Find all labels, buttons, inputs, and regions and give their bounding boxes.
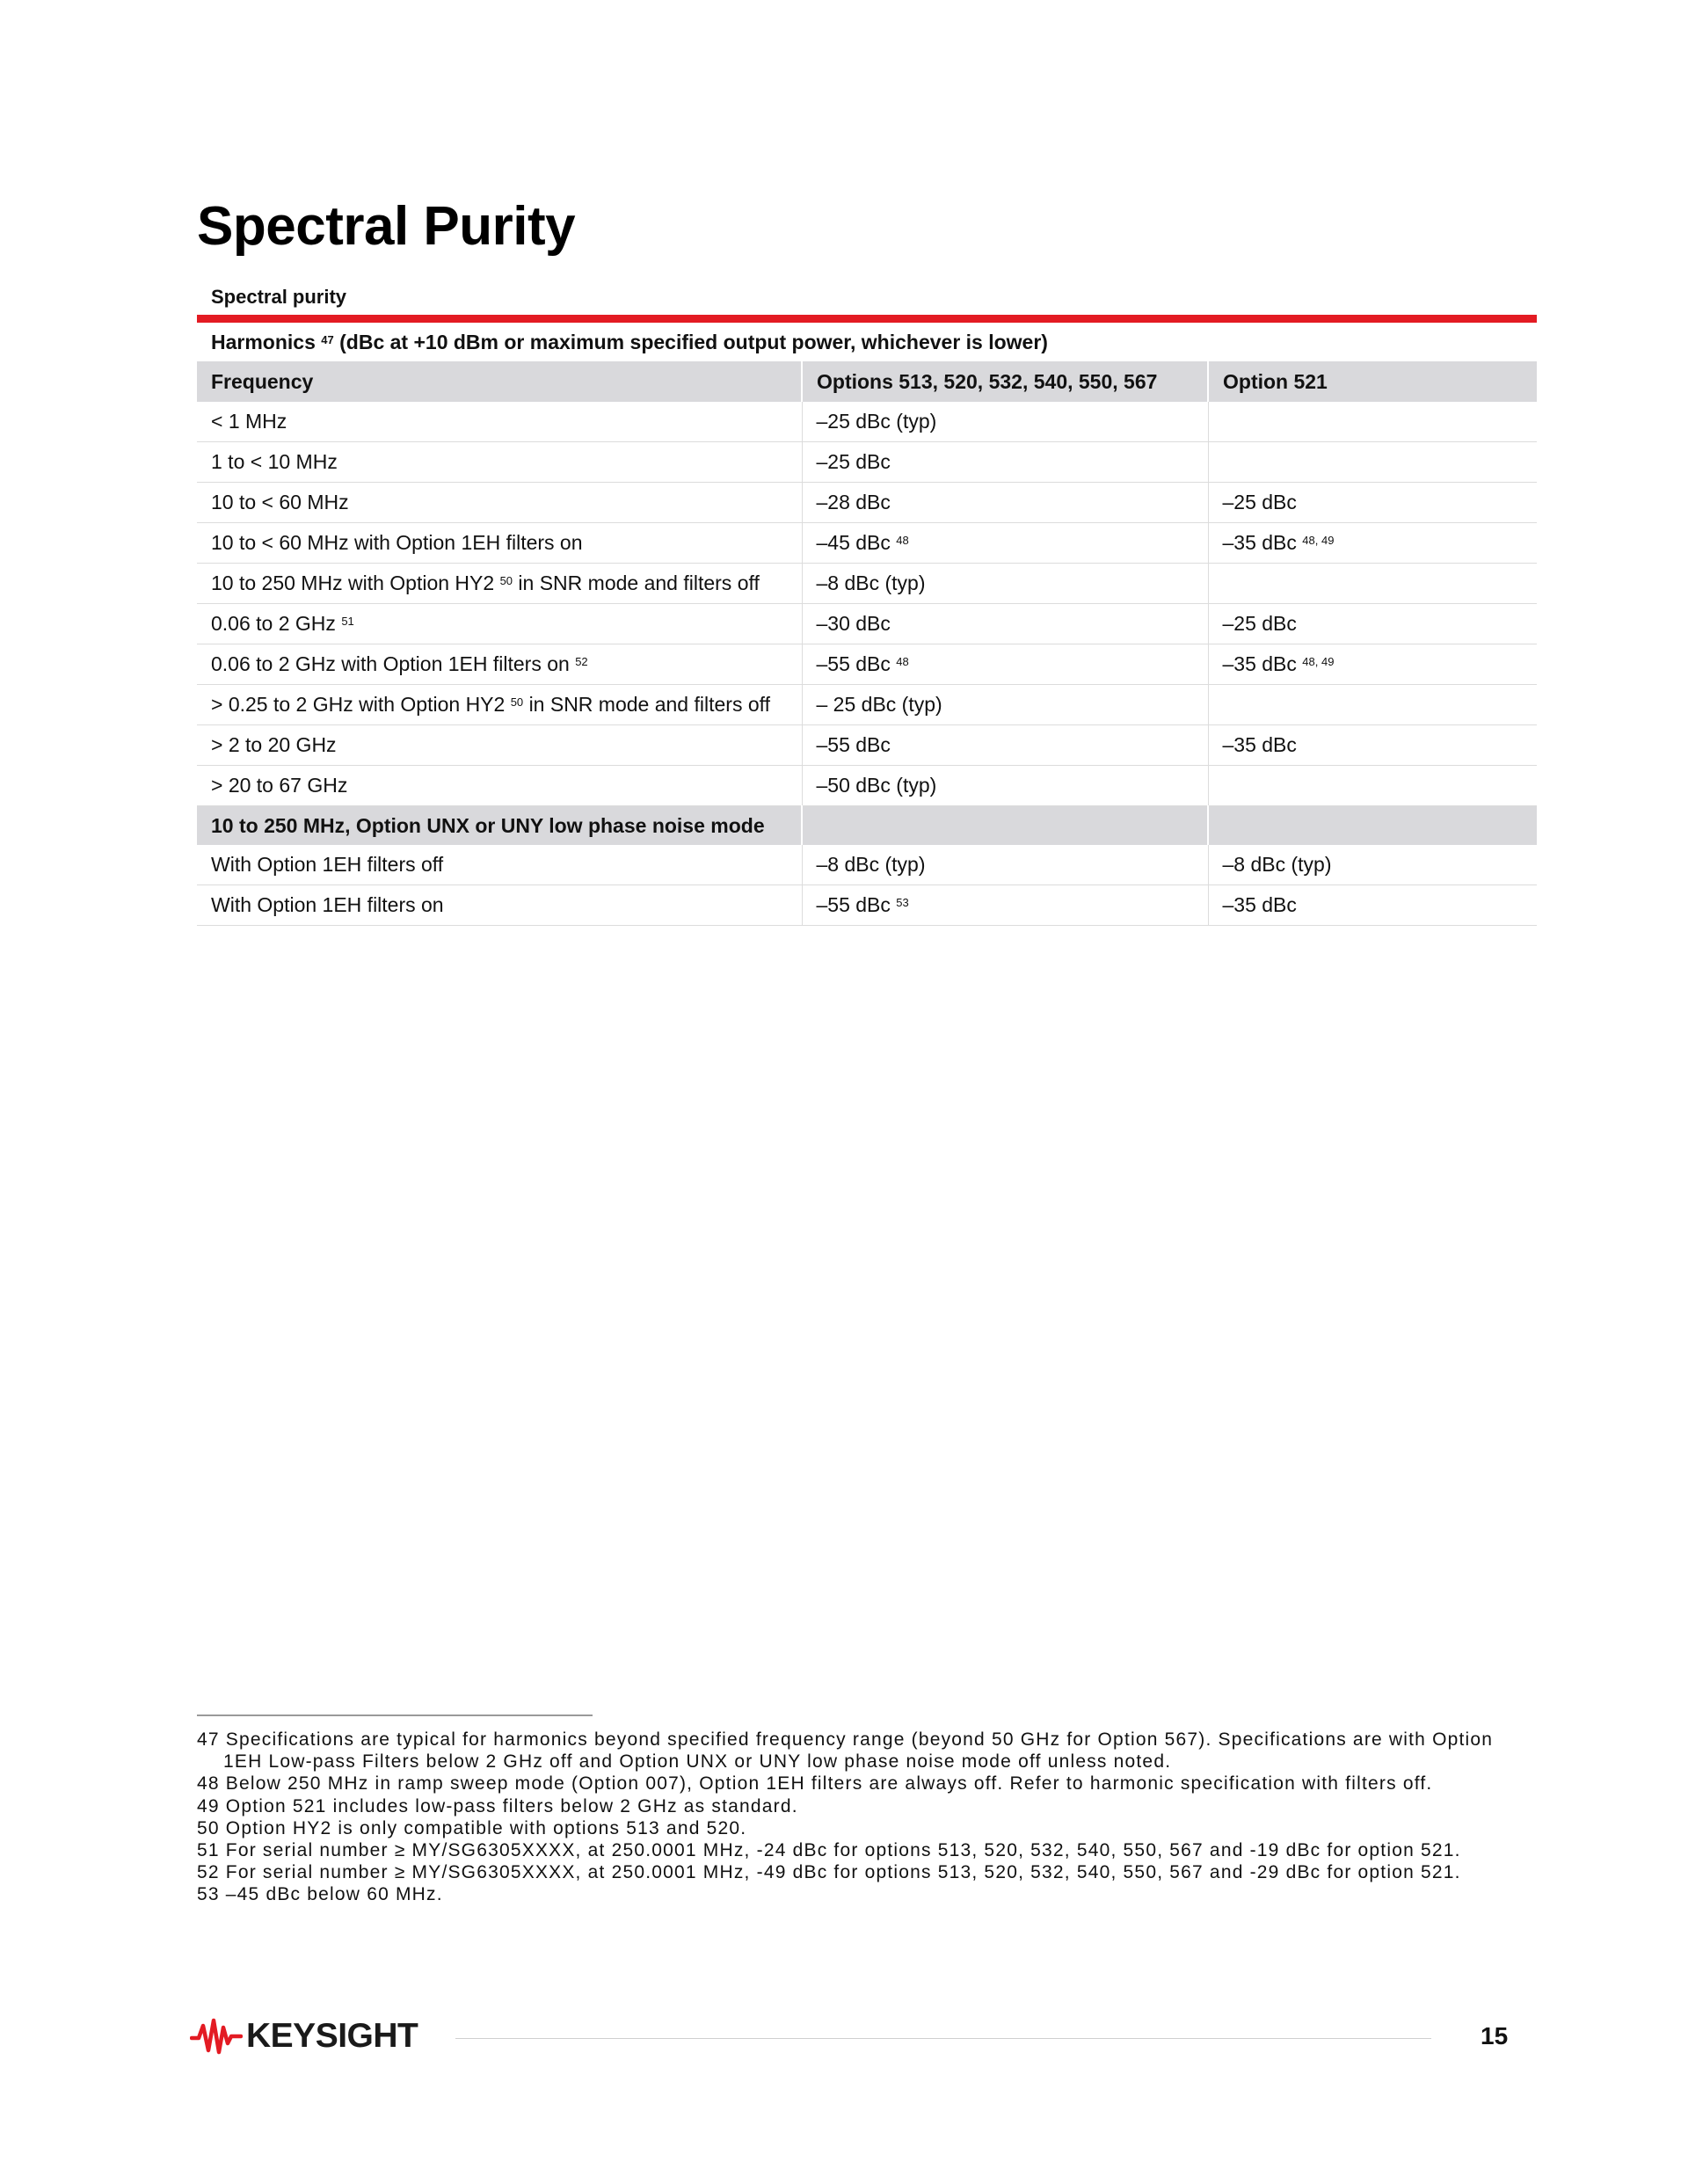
footnote-divider	[197, 1714, 593, 1716]
cell-frequency: With Option 1EH filters off	[197, 845, 802, 885]
cell-options: –25 dBc	[802, 442, 1208, 483]
cell-options: –8 dBc (typ)	[802, 564, 1208, 604]
cell-frequency: > 2 to 20 GHz	[197, 725, 802, 766]
footnote: 53 –45 dBc below 60 MHz.	[197, 1884, 443, 1905]
subheader-row	[197, 806, 1537, 846]
cell-frequency: 1 to < 10 MHz	[197, 442, 802, 483]
cell-option-521	[1208, 766, 1537, 806]
table-row	[197, 725, 1537, 766]
table-caption-row	[197, 280, 1537, 315]
cell-option-521: –35 dBc $^{48, 49}$	[1208, 523, 1537, 564]
cell-options: –55 dBc $^{53}$	[802, 885, 1208, 926]
footnote: 52 For serial number ≥ MY/SG6305XXXX, at 250.0001 MHz, -49 dBc for options 513, 520, 532, 540, 550, 567 and -29 dBc for option 521.	[197, 1862, 1461, 1883]
cell-frequency: 10 to 250 MHz with Option HY2 $^{50}$ in SNR mode and filters off	[197, 564, 802, 604]
cell-options: –50 dBc (typ)	[802, 766, 1208, 806]
subheader-label: 10 to 250 MHz, Option UNX or UNY low phase noise mode	[197, 806, 802, 846]
footnote: 49 Option 521 includes low-pass filters below 2 GHz as standard.	[197, 1795, 798, 1816]
page-title: Spectral Purity	[197, 196, 576, 257]
column-header-option-521: Option 521	[1208, 361, 1537, 402]
table-row	[197, 604, 1537, 644]
cell-option-521: –8 dBc (typ)	[1208, 845, 1537, 885]
cell-options: –55 dBc	[802, 725, 1208, 766]
table-row	[197, 885, 1537, 926]
cell-options: –28 dBc	[802, 483, 1208, 523]
cell-option-521	[1208, 564, 1537, 604]
page-number: 15	[1481, 2022, 1509, 2049]
table-row	[197, 845, 1537, 885]
cell-option-521: –25 dBc	[1208, 604, 1537, 644]
harmonics-heading: Harmonics $^{47}$ (dBc at +10 dBm or maximum specified output power, whichever is lower)	[211, 330, 1048, 353]
cell-options: –55 dBc $^{48}$	[802, 644, 1208, 685]
cell-frequency: 10 to < 60 MHz	[197, 483, 802, 523]
spectral-purity-table	[197, 280, 1537, 926]
footnote: 50 Option HY2 is only compatible with options 513 and 520.	[197, 1817, 747, 1838]
keysight-wave-icon	[190, 2017, 243, 2056]
column-header-options: Options 513, 520, 532, 540, 550, 567	[802, 361, 1208, 402]
footer-divider	[455, 2038, 1431, 2039]
cell-option-521: –35 dBc	[1208, 725, 1537, 766]
cell-frequency: With Option 1EH filters on	[197, 885, 802, 926]
footnotes	[197, 1729, 1516, 1906]
cell-option-521	[1208, 685, 1537, 725]
table-row	[197, 442, 1537, 483]
cell-frequency: 0.06 to 2 GHz $^{51}$	[197, 604, 802, 644]
table-row	[197, 483, 1537, 523]
column-header-frequency: Frequency	[197, 361, 802, 402]
footnote: 51 For serial number ≥ MY/SG6305XXXX, at 250.0001 MHz, -24 dBc for options 513, 520, 532, 540, 550, 567 and -19 dBc for option 521.	[197, 1840, 1461, 1861]
cell-options: –45 dBc $^{48}$	[802, 523, 1208, 564]
keysight-logo	[190, 2017, 418, 2056]
harmonics-row	[197, 323, 1537, 361]
table-caption: Spectral purity	[211, 286, 347, 308]
cell-frequency: 10 to < 60 MHz with Option 1EH filters on	[197, 523, 802, 564]
keysight-wordmark: KEYSIGHT	[246, 2017, 418, 2055]
footnote: 48 Below 250 MHz in ramp sweep mode (Option 007), Option 1EH filters are always off. Refer to harmonic specification with filters off.	[197, 1773, 1433, 1795]
column-header-row	[197, 361, 1537, 402]
cell-option-521	[1208, 402, 1537, 442]
cell-options: –8 dBc (typ)	[802, 845, 1208, 885]
cell-frequency: < 1 MHz	[197, 402, 802, 442]
cell-options: –30 dBc	[802, 604, 1208, 644]
cell-option-521	[1208, 442, 1537, 483]
footnote: 47 Specifications are typical for harmonics beyond specified frequency range (beyond 50 GHz for Option 567). Specifications are with Option 1EH Low-pass Filters below 2 GHz off and Option UNX or UNY low phase noise mode off unless noted.	[197, 1729, 1494, 1773]
table-row	[197, 644, 1537, 685]
table-row	[197, 402, 1537, 442]
cell-option-521: –35 dBc	[1208, 885, 1537, 926]
cell-options: – 25 dBc (typ)	[802, 685, 1208, 725]
table-row	[197, 523, 1537, 564]
cell-frequency: > 20 to 67 GHz	[197, 766, 802, 806]
table-row	[197, 766, 1537, 806]
cell-frequency: > 0.25 to 2 GHz with Option HY2 $^{50}$ in SNR mode and filters off	[197, 685, 802, 725]
table-row	[197, 564, 1537, 604]
cell-option-521: –25 dBc	[1208, 483, 1537, 523]
cell-frequency: 0.06 to 2 GHz with Option 1EH filters on $^{52}$	[197, 644, 802, 685]
table-row	[197, 685, 1537, 725]
cell-option-521: –35 dBc $^{48, 49}$	[1208, 644, 1537, 685]
red-rule	[197, 315, 1537, 323]
cell-options: –25 dBc (typ)	[802, 402, 1208, 442]
